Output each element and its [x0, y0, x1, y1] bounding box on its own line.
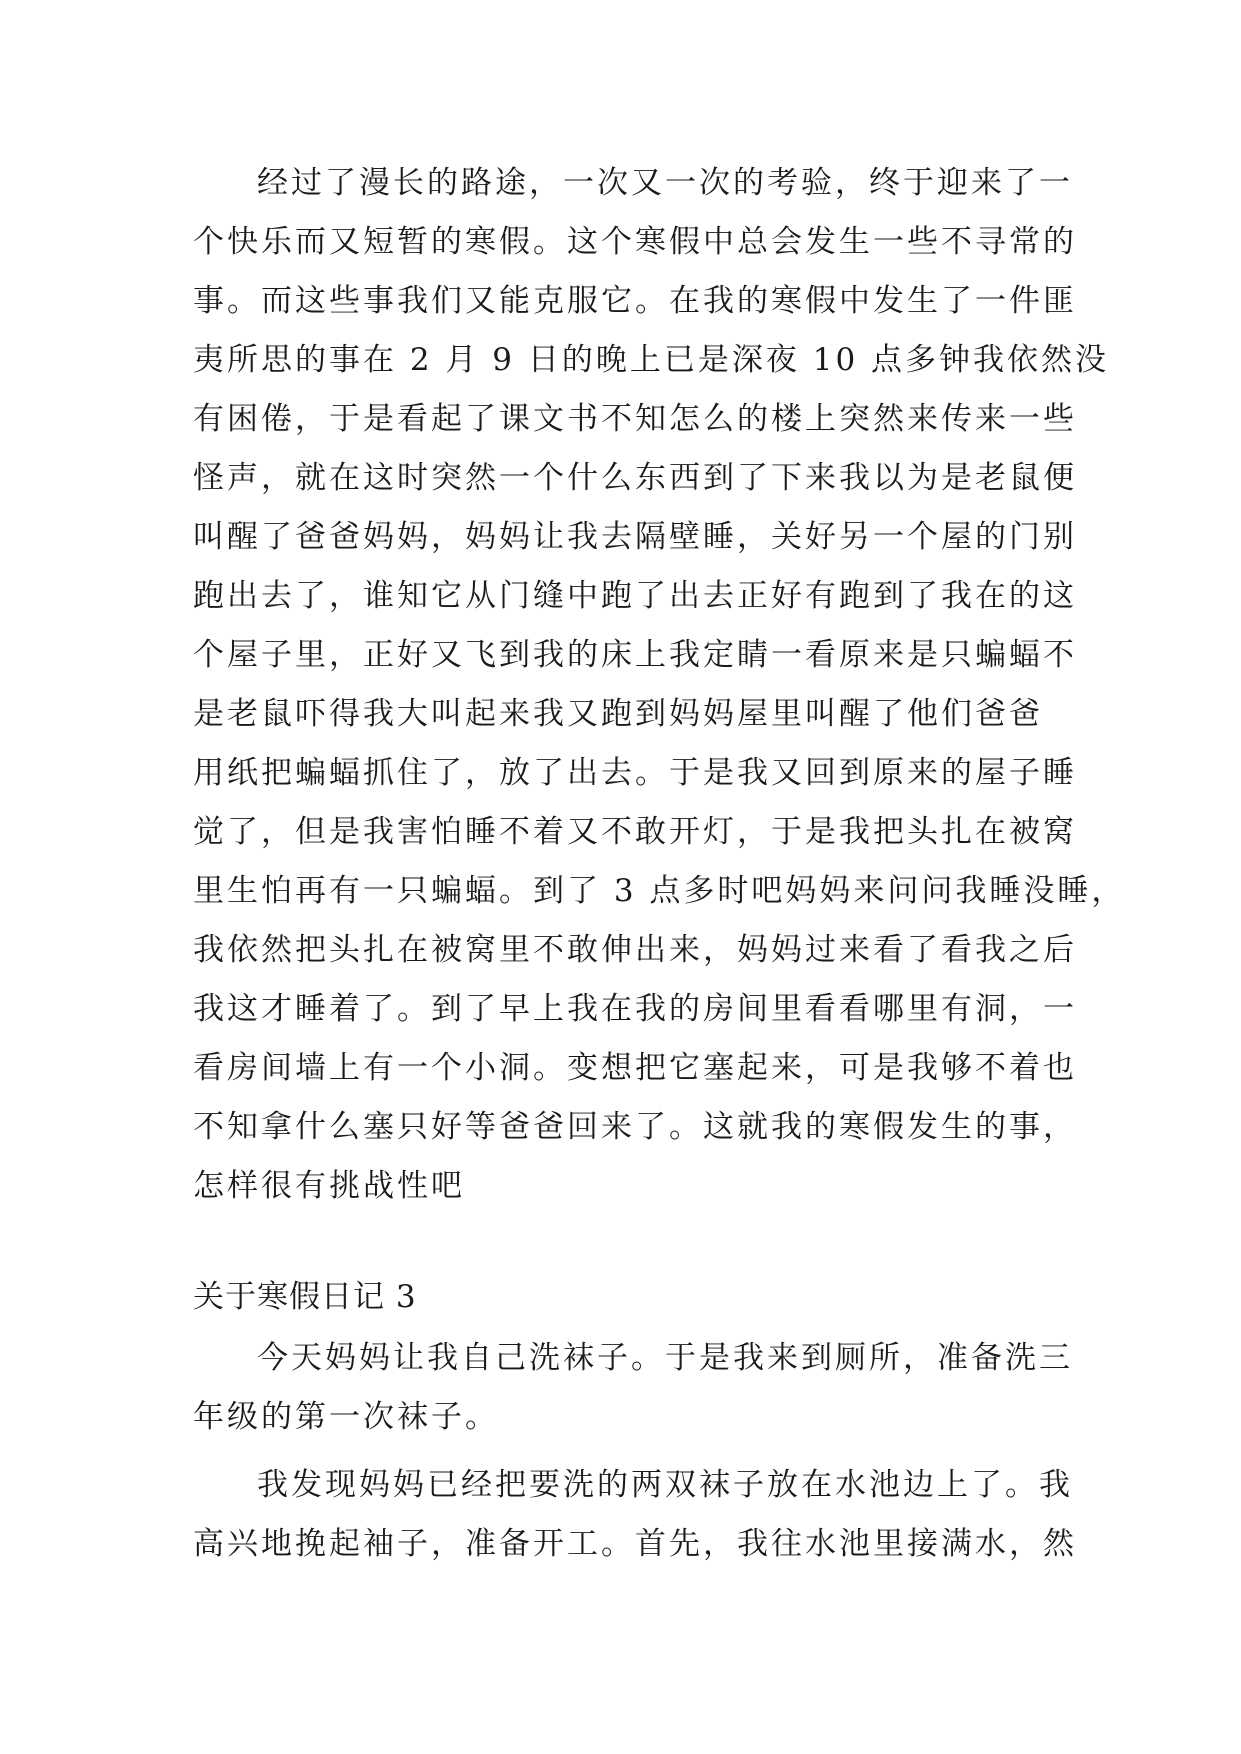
- text-line: 跑出去了，谁知它从门缝中跑了出去正好有跑到了我在的这: [193, 578, 1077, 614]
- paragraph-1: [193, 154, 1126, 1216]
- text-line: 个快乐而又短暂的寒假。这个寒假中总会发生一些不寻常的: [193, 224, 1077, 260]
- text-line: 夷所思的事在 2 月 9 日的晚上已是深夜 10 点多钟我依然没: [193, 342, 1110, 378]
- text-line: 今天妈妈让我自己洗袜子。于是我来到厕所，准备洗三: [257, 1340, 1073, 1376]
- text-line: 不知拿什么塞只好等爸爸回来了。这就我的寒假发生的事，: [193, 1109, 1077, 1145]
- text-line: 我这才睡着了。到了早上我在我的房间里看看哪里有洞，一: [193, 991, 1077, 1027]
- text-line: 我发现妈妈已经把要洗的两双袜子放在水池边上了。我: [257, 1467, 1073, 1503]
- text-line: 里生怕再有一只蝙蝠。到了 3 点多时吧妈妈来问问我睡没睡，: [193, 873, 1126, 909]
- text-line: 是老鼠吓得我大叫起来我又跑到妈妈屋里叫醒了他们爸爸: [193, 696, 1043, 732]
- text-line: 有困倦，于是看起了课文书不知怎么的楼上突然来传来一些: [193, 401, 1077, 437]
- text-line: 怎样很有挑战性吧: [193, 1168, 465, 1204]
- text-line: 个屋子里，正好又飞到我的床上我定睛一看原来是只蝙蝠不: [193, 637, 1077, 673]
- paragraph-2: [193, 1329, 1073, 1447]
- text-line: 怪声，就在这时突然一个什么东西到了下来我以为是老鼠便: [193, 460, 1077, 496]
- text-line: 事。而这些事我们又能克服它。在我的寒假中发生了一件匪: [193, 283, 1077, 319]
- text-line: 觉了，但是我害怕睡不着又不敢开灯，于是我把头扎在被窝: [193, 814, 1077, 850]
- section-heading: 关于寒假日记 3: [193, 1279, 417, 1315]
- paragraph-3: [193, 1456, 1077, 1574]
- text-line: 经过了漫长的路途，一次又一次的考验，终于迎来了一: [257, 165, 1073, 201]
- text-line: 年级的第一次袜子。: [193, 1399, 499, 1435]
- text-line: 我依然把头扎在被窝里不敢伸出来，妈妈过来看了看我之后: [193, 932, 1077, 968]
- section-heading-block: [193, 1268, 1055, 1327]
- text-line: 用纸把蝙蝠抓住了，放了出去。于是我又回到原来的屋子睡: [193, 755, 1077, 791]
- text-line: 看房间墙上有一个小洞。变想把它塞起来，可是我够不着也: [193, 1050, 1077, 1086]
- text-line: 高兴地挽起袖子，准备开工。首先，我往水池里接满水，然: [193, 1526, 1077, 1562]
- text-line: 叫醒了爸爸妈妈，妈妈让我去隔壁睡，关好另一个屋的门别: [193, 519, 1077, 555]
